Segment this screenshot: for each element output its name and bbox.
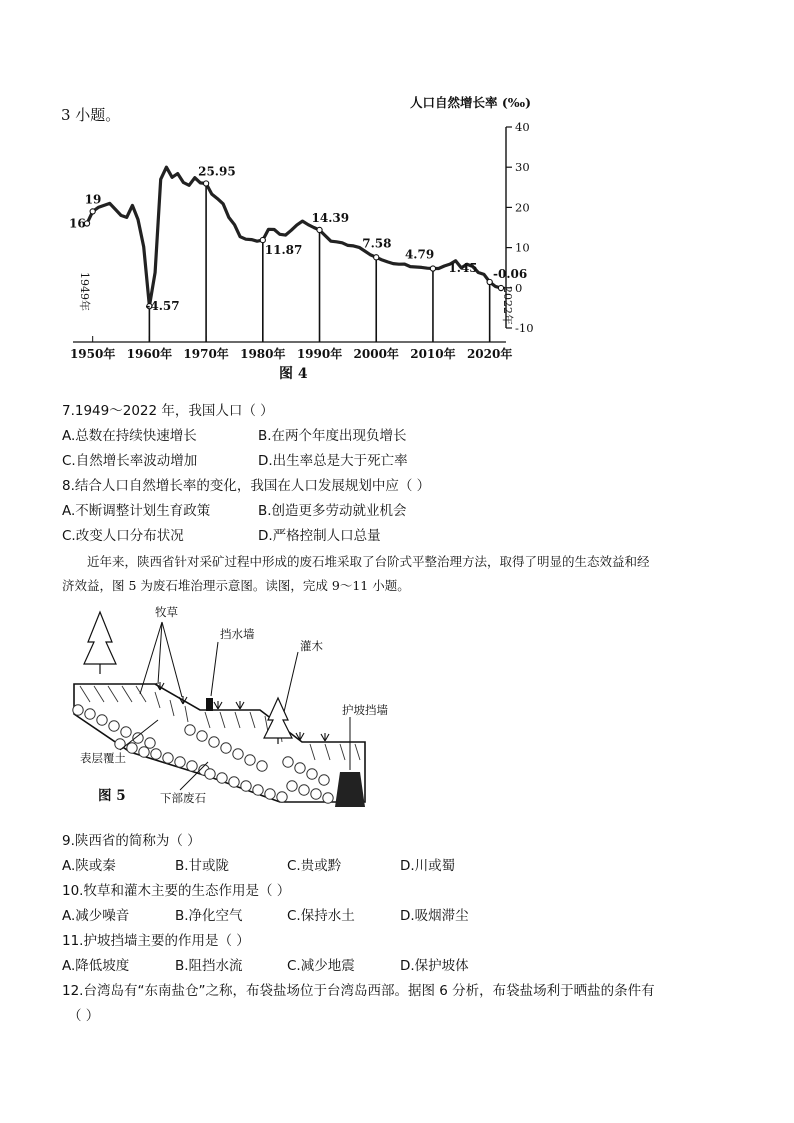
data-label: -4.57 (145, 299, 180, 314)
q7-option-d[interactable]: D.出生率总是大于死亡率 (258, 453, 408, 469)
q11-option-d[interactable]: D.保护坡体 (400, 958, 469, 974)
waste-rock (209, 737, 219, 747)
y-tick-label: 30 (515, 160, 530, 175)
end-year-label: 2022年 (501, 286, 514, 325)
waste-rock (185, 725, 195, 735)
data-label: 16 (69, 216, 86, 231)
passage (62, 550, 727, 598)
q12-stem: 12.台湾岛有“东南盐仓”之称，布袋盐场位于台湾岛西部。据图 6 分析，布袋盐场利于晒盐的条件有 (62, 983, 655, 999)
q7-option-c[interactable]: C.自然增长率波动增加 (62, 453, 198, 469)
waste-rock (73, 705, 83, 715)
q9-option-c[interactable]: C.贵或黔 (287, 858, 342, 874)
y-tick-label: -10 (515, 321, 534, 335)
y-tick-label: 0 (515, 280, 523, 295)
q9-option-d[interactable]: D.川或蜀 (400, 858, 456, 874)
data-point-marker (487, 279, 492, 284)
waste-rock (265, 789, 275, 799)
figure-5-caption: 图 5 (98, 788, 126, 804)
q11-option-c[interactable]: C.减少地震 (287, 958, 355, 974)
waste-rock (241, 781, 251, 791)
waste-rock (311, 789, 321, 799)
q8-option-c[interactable]: C.改变人口分布状况 (62, 528, 184, 544)
waste-rock (233, 749, 243, 759)
retaining-wall (335, 772, 365, 807)
data-label: 11.87 (264, 243, 303, 258)
x-tick-label: 2020年 (466, 347, 513, 361)
waste-rock (175, 757, 185, 767)
x-tick-label: 2000年 (353, 347, 399, 361)
data-point-marker (374, 255, 379, 260)
waste-rock (257, 761, 267, 771)
data-point-marker (260, 237, 265, 242)
waste-rock (85, 709, 95, 719)
q11-stem: 11.护坡挡墙主要的作用是（ ） (62, 933, 250, 949)
waste-rock (307, 769, 317, 779)
lead-text: 3 小题。 (61, 106, 121, 124)
x-tick-label: 1960年 (126, 347, 173, 361)
data-point-marker (317, 227, 322, 232)
y-tick-label: 20 (515, 200, 530, 215)
q8-stem: 8.结合人口自然增长率的变化，我国在人口发展规划中应（ ） (62, 478, 431, 494)
q8-option-d[interactable]: D.严格控制人口总量 (258, 528, 381, 544)
waste-rock (253, 785, 263, 795)
data-label: -0.06 (493, 267, 528, 282)
data-point-marker (430, 266, 435, 271)
q7-stem: 7.1949～2022 年，我国人口（ ） (62, 403, 274, 419)
data-point-marker (203, 181, 208, 186)
x-tick-label: 1980年 (240, 347, 286, 361)
label-water-wall: 挡水墙 (220, 627, 255, 641)
waste-rock (287, 781, 297, 791)
chart-title: 人口自然增长率 (‰) (410, 95, 531, 110)
waste-rock (133, 733, 143, 743)
data-label: 19 (84, 192, 102, 207)
waste-rock (283, 757, 293, 767)
waste-rock (245, 755, 255, 765)
waste-rock (295, 763, 305, 773)
waste-rock (277, 792, 287, 802)
label-grass: 牧草 (155, 605, 178, 619)
q10-option-d[interactable]: D.吸烟滞尘 (400, 908, 469, 924)
data-point-marker (90, 209, 95, 214)
waste-rock (121, 727, 131, 737)
y-tick-label: 40 (515, 120, 530, 134)
figure-4-chart (55, 90, 555, 385)
data-label: 25.95 (198, 164, 236, 179)
label-topsoil: 表层覆土 (80, 751, 126, 765)
waste-rock (221, 743, 231, 753)
y-tick-label: 10 (515, 240, 530, 255)
passage-line-2: 济效益，图 5 为废石堆治理示意图。读图，完成 9～11 小题。 (62, 578, 410, 593)
waste-rock (217, 773, 227, 783)
x-tick-label: 2010年 (410, 347, 456, 361)
waste-rock (299, 785, 309, 795)
q7-option-a[interactable]: A.总数在持续快速增长 (62, 428, 197, 444)
data-label: 7.58 (362, 236, 392, 251)
waste-rock (229, 777, 239, 787)
q7-option-b[interactable]: B.在两个年度出现负增长 (258, 428, 407, 444)
q12-blank: （ ） (68, 1008, 100, 1024)
q11-option-b[interactable]: B.阻挡水流 (175, 958, 243, 974)
waste-rock (145, 738, 155, 748)
figure-4-caption: 图 4 (279, 366, 308, 382)
waste-rock (109, 721, 119, 731)
q10-option-c[interactable]: C.保持水土 (287, 908, 355, 924)
waste-rock (323, 793, 333, 803)
x-tick-label: 1990年 (296, 347, 343, 361)
waste-rock (163, 753, 173, 763)
waste-rock (187, 761, 197, 771)
waste-rock (319, 775, 329, 785)
start-year-label: 1949年 (78, 272, 91, 311)
figure-5-diagram (60, 602, 400, 814)
q10-option-b[interactable]: B.净化空气 (175, 908, 243, 924)
x-tick-label: 1950年 (69, 347, 116, 361)
q10-stem: 10.牧草和灌木主要的生态作用是（ ） (62, 883, 291, 899)
water-wall (206, 698, 213, 711)
tree-top (84, 612, 116, 674)
q9-option-b[interactable]: B.甘或陇 (175, 858, 230, 874)
waste-rock (197, 731, 207, 741)
q9-stem: 9.陕西省的简称为（ ） (62, 833, 201, 849)
label-retaining-wall: 护坡挡墙 (342, 703, 388, 717)
x-tick-label: 1970年 (183, 347, 229, 361)
waste-rock (97, 715, 107, 725)
q9-option-a[interactable]: A.陕或秦 (62, 858, 116, 874)
q8-option-a[interactable]: A.不断调整计划生育政策 (62, 503, 211, 519)
q10-option-a[interactable]: A.减少噪音 (62, 908, 130, 924)
q11-option-a[interactable]: A.降低坡度 (62, 958, 130, 974)
growth-rate-line (84, 167, 501, 306)
waste-rock (127, 743, 137, 753)
data-label: 1.45 (448, 260, 478, 275)
q8-option-b[interactable]: B.创造更多劳动就业机会 (258, 503, 407, 519)
waste-rock (151, 749, 161, 759)
data-label: 14.39 (311, 210, 350, 225)
label-shrub: 灌木 (300, 639, 323, 653)
label-waste-rock: 下部废石 (160, 791, 206, 805)
data-label: 4.79 (404, 247, 435, 262)
passage-line-1: 近年来，陕西省针对采矿过程中形成的废石堆采取了台阶式平整治理方法，取得了明显的生态效益和经 (87, 554, 650, 569)
waste-rock (139, 747, 149, 757)
waste-rock (205, 769, 215, 779)
